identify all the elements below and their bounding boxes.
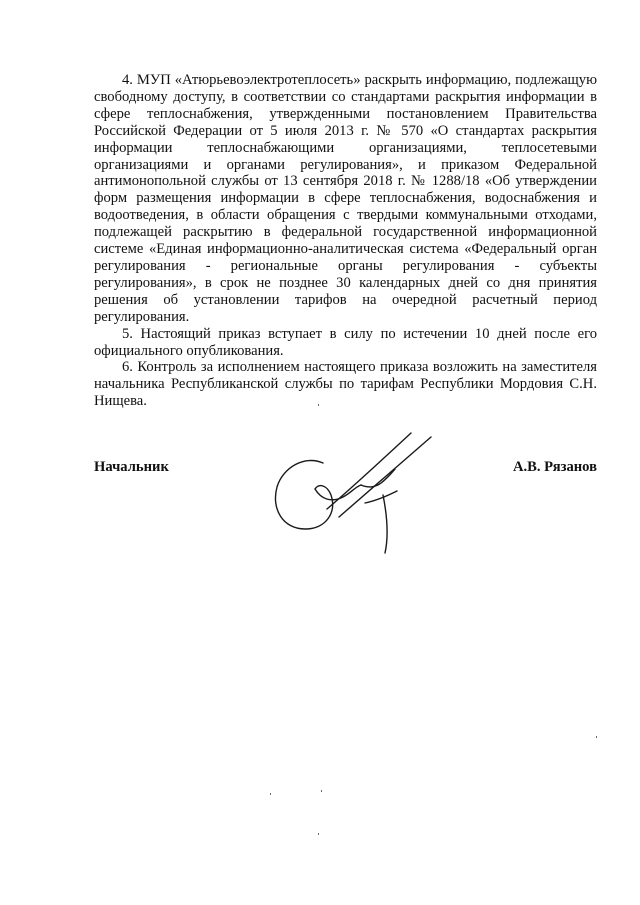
- handwritten-signature-icon: [265, 425, 445, 565]
- scan-speck: [318, 833, 319, 835]
- paragraph-item-6: 6. Контроль за исполнением настоящего приказа возложить на заместителя начальника Республиканской службы по тарифам Республики Мордовия С.Н. Нищева.: [94, 359, 597, 410]
- signatory-title: Начальник: [94, 459, 169, 475]
- document-body: [94, 72, 597, 410]
- paragraph-item-5: 5. Настоящий приказ вступает в силу по истечении 10 дней после его официального опубликования.: [94, 325, 597, 359]
- signatory-name: А.В. Рязанов: [512, 459, 597, 475]
- scan-speck: [270, 793, 271, 795]
- scan-speck: [318, 404, 319, 406]
- scan-speck: [596, 736, 597, 738]
- scan-speck: [321, 790, 322, 792]
- paragraph-item-4: 4. МУП «Атюрьевоэлектротеплосеть» раскрыть информацию, подлежащую свободному доступу, в соответствии со стандартами раскрытия информации в сфере теплоснабжения, утвержденными постановлением Правительства Российской Федерации от 5 июля 2013 г. № 570 «О стандартах раскрытия информации теплоснабжающими организациями, теплосетевыми организациями и органами регулирования», и приказом Федеральной антимонопольной службы от 13 сентября 2018 г. № 1288/18 «Об утверждении форм размещения информации в сфере теплоснабжения, водоснабжения и водоотведения, в области обращения с твердыми коммунальными отходами, подлежащей раскрытию в федеральной государственной информационной системе «Единая информационно-аналитическая система «Федеральный орган регулирования - региональные органы регулирования - субъекты регулирования», в срок не позднее 30 календарных дней со дня принятия решения об установлении тарифов на очередной расчетный период регулирования.: [94, 72, 597, 325]
